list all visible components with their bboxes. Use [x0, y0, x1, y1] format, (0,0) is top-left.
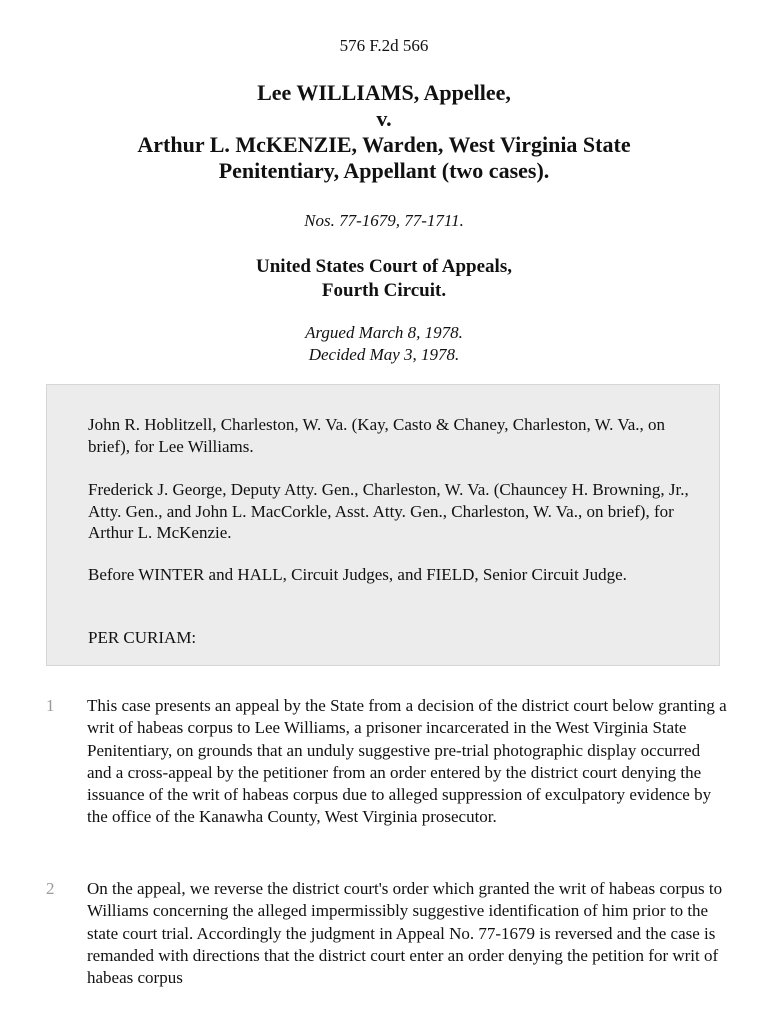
counsel-box: [46, 384, 720, 666]
caption-appellee: Lee WILLIAMS, Appellee,: [257, 80, 511, 105]
docket-numbers: Nos. 77-1679, 77-1711.: [304, 211, 464, 230]
case-caption: [60, 80, 708, 184]
paragraph-text: On the appeal, we reverse the district court's order which granted the writ of habeas corpus to Williams concerning the alleged impermissibly suggestive identification of him prior to the state court trial. Accordingly the judgment in Appeal No. 77-1679 is reversed and the case is remanded with directions that the district court enter an order denying the petition for writ of habeas corpus: [87, 879, 723, 988]
court-name-line-1: United States Court of Appeals,: [256, 256, 512, 277]
per-curiam-label: PER CURIAM:: [88, 628, 197, 647]
paragraph-number: 1: [46, 696, 55, 715]
case-citation: 576 F.2d 566: [339, 36, 429, 55]
paragraph-text: This case presents an appeal by the State from a decision of the district court below granting a writ of habeas corpus to Lee Williams, a prisoner incarcerated in the West Virginia State Penitentiary, on grounds that an unduly suggestive pre-trial photographic display occurred and a cross-appeal by the petitioner from an order entered by the district court denying the issuance of the writ of habeas corpus due to alleged suppression of exculpatory evidence by the office of the Kanawha County, West Virginia prosecutor.: [87, 696, 727, 827]
counsel-appellant: Frederick J. George, Deputy Atty. Gen., Charleston, W. Va. (Chauncey H. Browning, Jr., Atty. Gen., and John L. MacCorkle, Asst. Atty. Gen., Charleston, W. Va., on brief), for Arthur L. McKenzie.: [88, 480, 689, 542]
argued-date: Argued March 8, 1978.: [305, 323, 463, 342]
counsel-appellee: John R. Hoblitzell, Charleston, W. Va. (Kay, Casto & Chaney, Charleston, W. Va., on brief), for Lee Williams.: [88, 415, 666, 456]
caption-versus: v.: [376, 106, 392, 131]
caption-appellant-line-1: Arthur L. McKENZIE, Warden, West Virginia State: [137, 132, 631, 157]
case-dates: [0, 322, 768, 366]
panel-judges: Before WINTER and HALL, Circuit Judges, and FIELD, Senior Circuit Judge.: [88, 565, 627, 584]
court-name: [0, 255, 768, 303]
court-name-line-2: Fourth Circuit.: [321, 280, 447, 301]
paragraph-number: 2: [46, 879, 55, 898]
caption-appellant-line-2: Penitentiary, Appellant (two cases).: [218, 158, 550, 183]
decided-date: Decided May 3, 1978.: [308, 345, 460, 364]
